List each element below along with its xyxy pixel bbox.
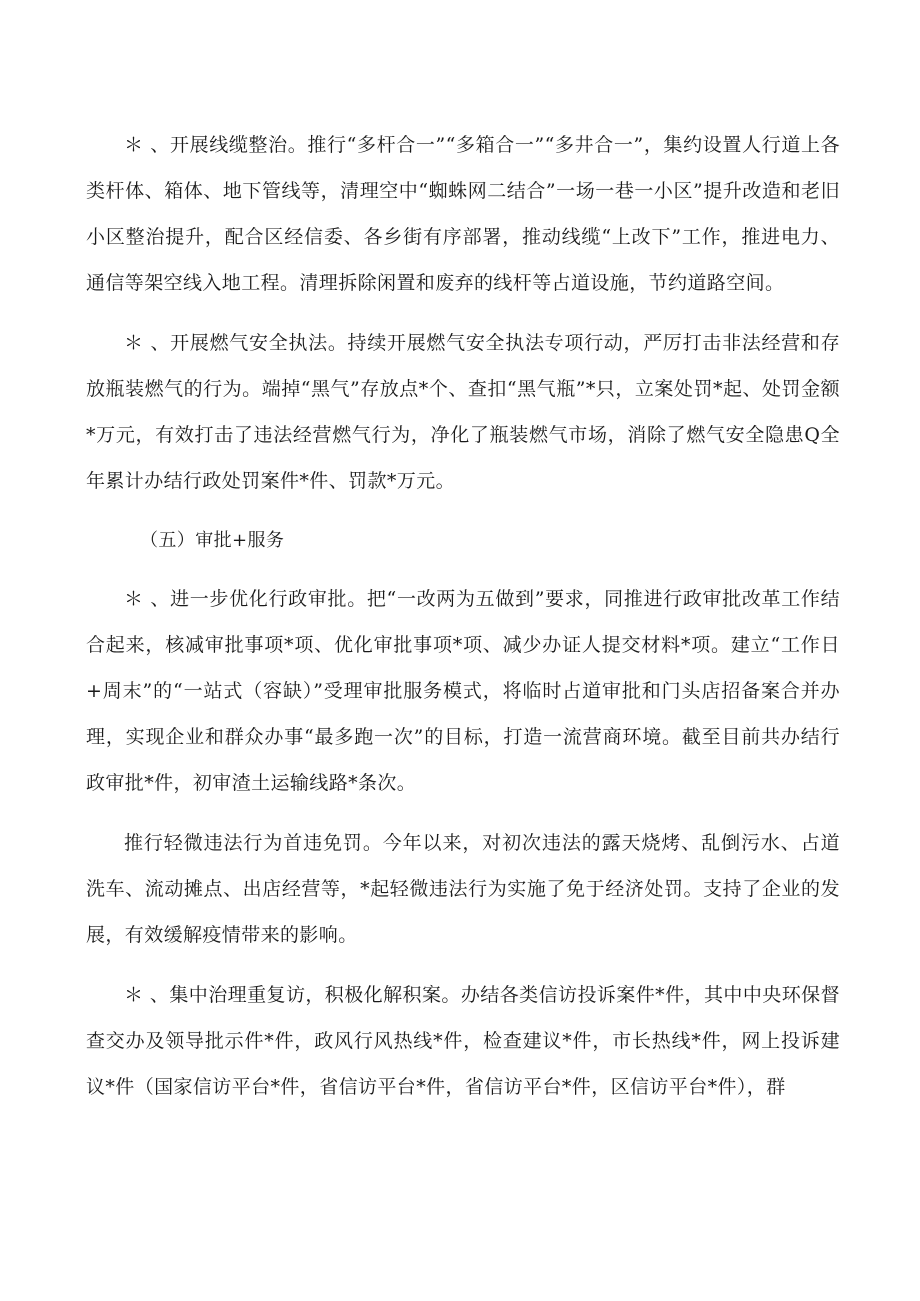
section-heading-approval-service: （五）审批+服务 — [140, 530, 285, 551]
paragraph-cable-rectification: ＊ 、开展线缆整治。推行“多杆合一”“多箱合一”“多井合一”，集约设置人行道上各类杆体、箱体、地下管线等，清理空中“蜘蛛网二结合”一场一巷一小区”提升改造和老旧小区整治提升，配合区经信委、各乡街有序部署，推动线缆“上改下”工作，推进电力、通信等架空线入地工程。清理拆除闲置和废弃的线杆等占道设施，节约道路空间。 — [86, 134, 840, 294]
paragraph-first-violation-exemption: 推行轻微违法行为首违免罚。今年以来，对初次违法的露天烧烤、乱倒污水、占道洗车、流动摊点、出店经营等，*起轻微违法行为实施了免于经济处罚。支持了企业的发展，有效缓解疫情带来的影响。 — [86, 832, 840, 946]
paragraph-optimize-approval: ＊ 、进一步优化行政审批。把“一改两为五做到”要求，同推进行政审批改革工作结合起来，核减审批事项*项、优化审批事项*项、减少办证人提交材料*项。建立“工作日+周末”的“一站式（容缺）”受理审批服务模式，将临时占道审批和门头店招备案合并办理，实现企业和群众办事“最多跑一次”的目标，打造一流营商环境。截至目前共办结行政审批*件，初审渣土运输线路*条次。 — [86, 588, 840, 794]
document-page — [86, 122, 840, 1124]
paragraph-petition-handling: ＊ 、集中治理重复访，积极化解积案。办结各类信访投诉案件*件，其中中央环保督查交办及领导批示件*件，政风行风热线*件，检查建议*件，市长热线*件，网上投诉建议*件（国家信访平台*件，省信访平台*件，省信访平台*件，区信访平台*件），群 — [86, 984, 840, 1098]
paragraph-gas-safety-enforcement: ＊ 、开展燃气安全执法。持续开展燃气安全执法专项行动，严厉打击非法经营和存放瓶装燃气的行为。端掉“黑气”存放点*个、查扣“黑气瓶”*只，立案处罚*起、处罚金额*万元，有效打击了违法经营燃气行为，净化了瓶装燃气市场，消除了燃气安全隐患Q全年累计办结行政处罚案件*件、罚款*万元。 — [86, 332, 840, 492]
